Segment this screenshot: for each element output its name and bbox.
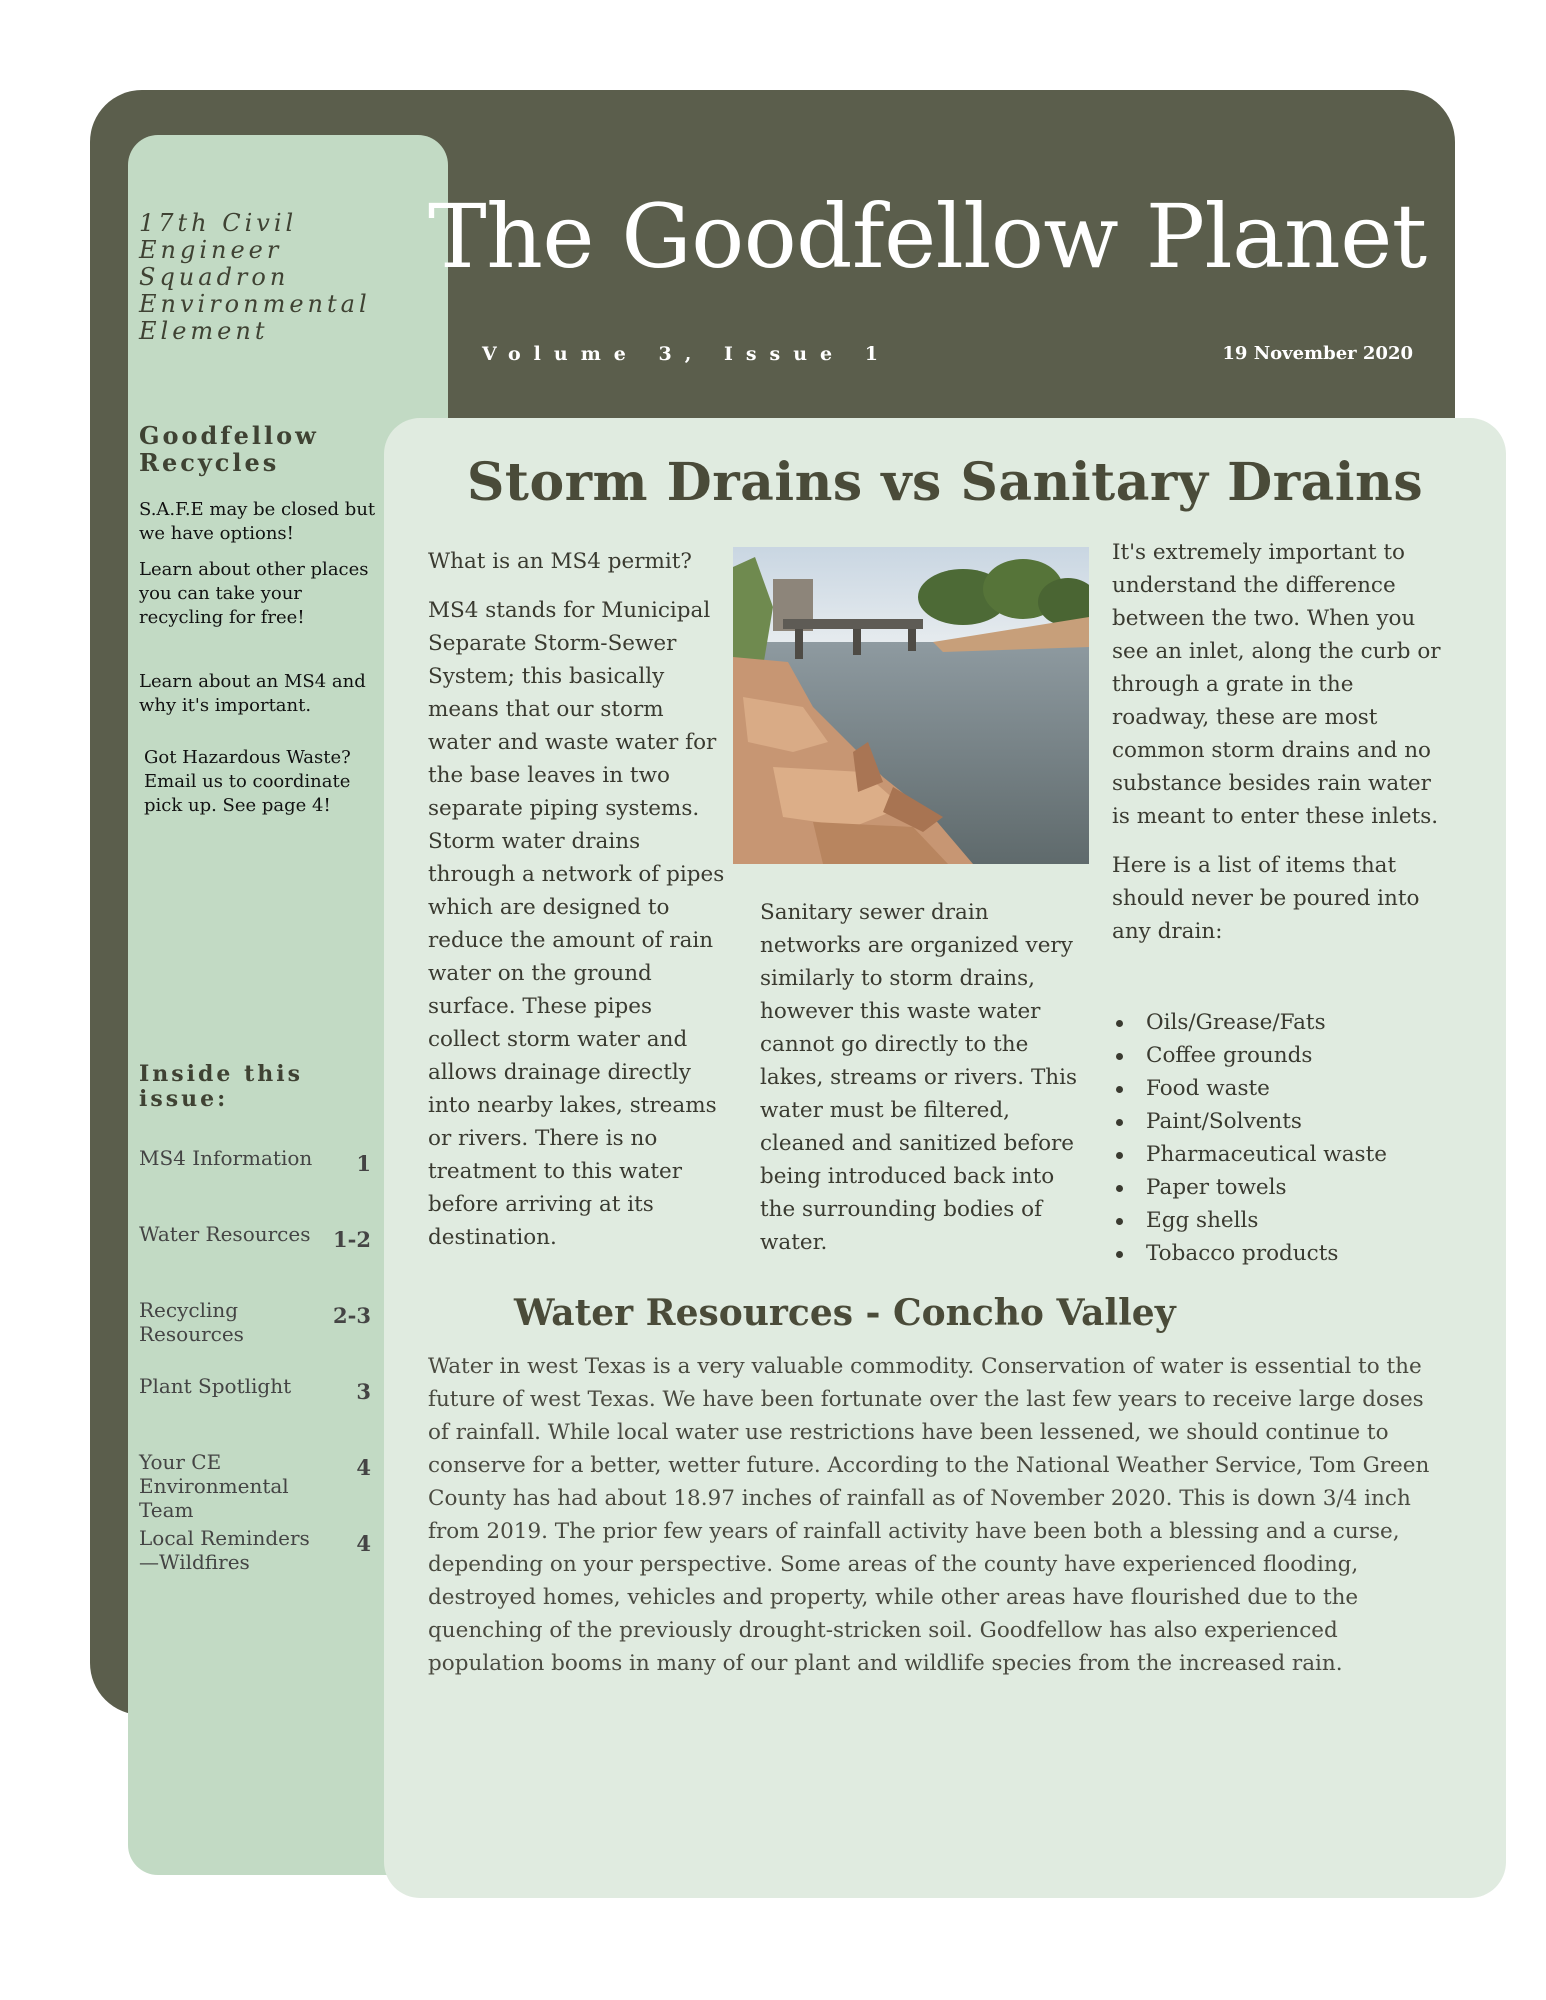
list-item: Coffee grounds — [1112, 1039, 1452, 1072]
sidebar-note: Got Hazardous Waste? Email us to coordinate pick up. See page 4! — [144, 747, 351, 816]
list-item: Pharmaceutical waste — [1112, 1138, 1452, 1171]
toc-item[interactable] — [139, 1526, 371, 1582]
volume-issue: Volume 3, Issue 1 — [482, 343, 891, 365]
water-resources-body: Water in west Texas is a very valuable commodity. Conservation of water is essential to the future of west Texas. We have been fortunate over the last few years to receive large doses of rainfall. While local water use restrictions have been lessened, we should continue to conserve for a better, wetter future. According to the National Weather Service, Tom Green County has had about 18.97 inches of rainfall as of November 2020. This is down 3/4 inch from 2019. The prior few years of rainfall activity have been both a blessing and a curse, depending on your perspective. Some areas of the county have experienced flooding, destroyed homes, vehicles and property, while other areas have flourished due to the quenching of the previously drought-stricken soil. Goodfellow has also experienced population booms in many of our plant and wildlife species from the increased rain. — [428, 1354, 1430, 1676]
toc-page: 4 — [356, 1455, 371, 1480]
difference-paragraph: It's extremely important to understand the difference between the two. When you see an inlet, along the curb or through a grate in the roadway, these are most common storm drains and no substance besides rain water is meant to enter these inlets. — [1112, 540, 1441, 829]
sanitary-explanation: Sanitary sewer drain networks are organized very similarly to storm drains, however this waste water cannot go directly to the lakes, streams or rivers. This water must be filtered, cleaned and sanitized before being introduced back into the surrounding bodies of water. — [760, 900, 1078, 1255]
organization-name: 17th Civil Engineer Squadron Environmental Element — [139, 209, 371, 345]
list-item: Oils/Grease/Fats — [1112, 1006, 1452, 1039]
ms4-question: What is an MS4 permit? — [428, 549, 692, 574]
toc-page: 1 — [356, 1151, 371, 1176]
toc-page: 1-2 — [333, 1227, 371, 1252]
toc-label: MS4 Information — [139, 1146, 313, 1170]
toc-page: 2-3 — [333, 1303, 371, 1328]
water-resources-heading: Water Resources - Concho Valley — [514, 1292, 1176, 1334]
toc-label: Plant Spotlight — [139, 1374, 292, 1398]
article-heading: Storm Drains vs Sanitary Drains — [466, 452, 1424, 513]
recycles-heading: Goodfellow Recycles — [139, 421, 319, 477]
sidebar-note: Learn about other places you can take your recycling for free! — [139, 559, 369, 628]
article-column-1 — [428, 545, 728, 1270]
article-column-3 — [1112, 536, 1452, 964]
list-item: Paper towels — [1112, 1171, 1452, 1204]
toc-page: 4 — [356, 1531, 371, 1556]
list-item: Egg shells — [1112, 1204, 1452, 1237]
newsletter-title: The Goodfellow Planet — [428, 185, 1427, 288]
toc-label: Local Reminders—Wildfires — [139, 1526, 310, 1574]
toc-label: Recycling Resources — [139, 1298, 244, 1346]
toc-item[interactable] — [139, 1450, 371, 1522]
list-item: Tobacco products — [1112, 1237, 1452, 1270]
toc-page: 3 — [356, 1379, 371, 1404]
toc-item[interactable] — [139, 1146, 371, 1202]
list-item: Food waste — [1112, 1072, 1452, 1105]
river-photo — [733, 547, 1089, 864]
sidebar-note: S.A.F.E may be closed but we have options! — [139, 499, 376, 544]
never-pour-list — [1112, 1006, 1452, 1270]
toc-label: Water Resources — [139, 1222, 311, 1246]
list-item: Paint/Solvents — [1112, 1105, 1452, 1138]
sidebar-note: Learn about an MS4 and why it's important. — [139, 671, 366, 716]
ms4-explanation: MS4 stands for Municipal Separate Storm-Sewer System; this basically means that our storm water and waste water for the base leaves in two separate piping systems. Storm water drains through a network of pipes which are designed to reduce the amount of rain water on the ground surface. These pipes collect storm water and allows drainage directly into nearby lakes, streams or rivers. There is no treatment to this water before arriving at its destination. — [428, 598, 725, 1250]
toc-item[interactable] — [139, 1298, 371, 1354]
toc-label: Your CE Environmental Team — [139, 1450, 289, 1522]
toc-item[interactable] — [139, 1222, 371, 1278]
issue-date: 19 November 2020 — [1222, 343, 1413, 364]
inside-issue-heading: Inside this issue: — [139, 1061, 303, 1112]
toc-item[interactable] — [139, 1374, 371, 1430]
article-column-2 — [760, 896, 1085, 1275]
list-intro: Here is a list of items that should never be poured into any drain: — [1112, 853, 1420, 944]
